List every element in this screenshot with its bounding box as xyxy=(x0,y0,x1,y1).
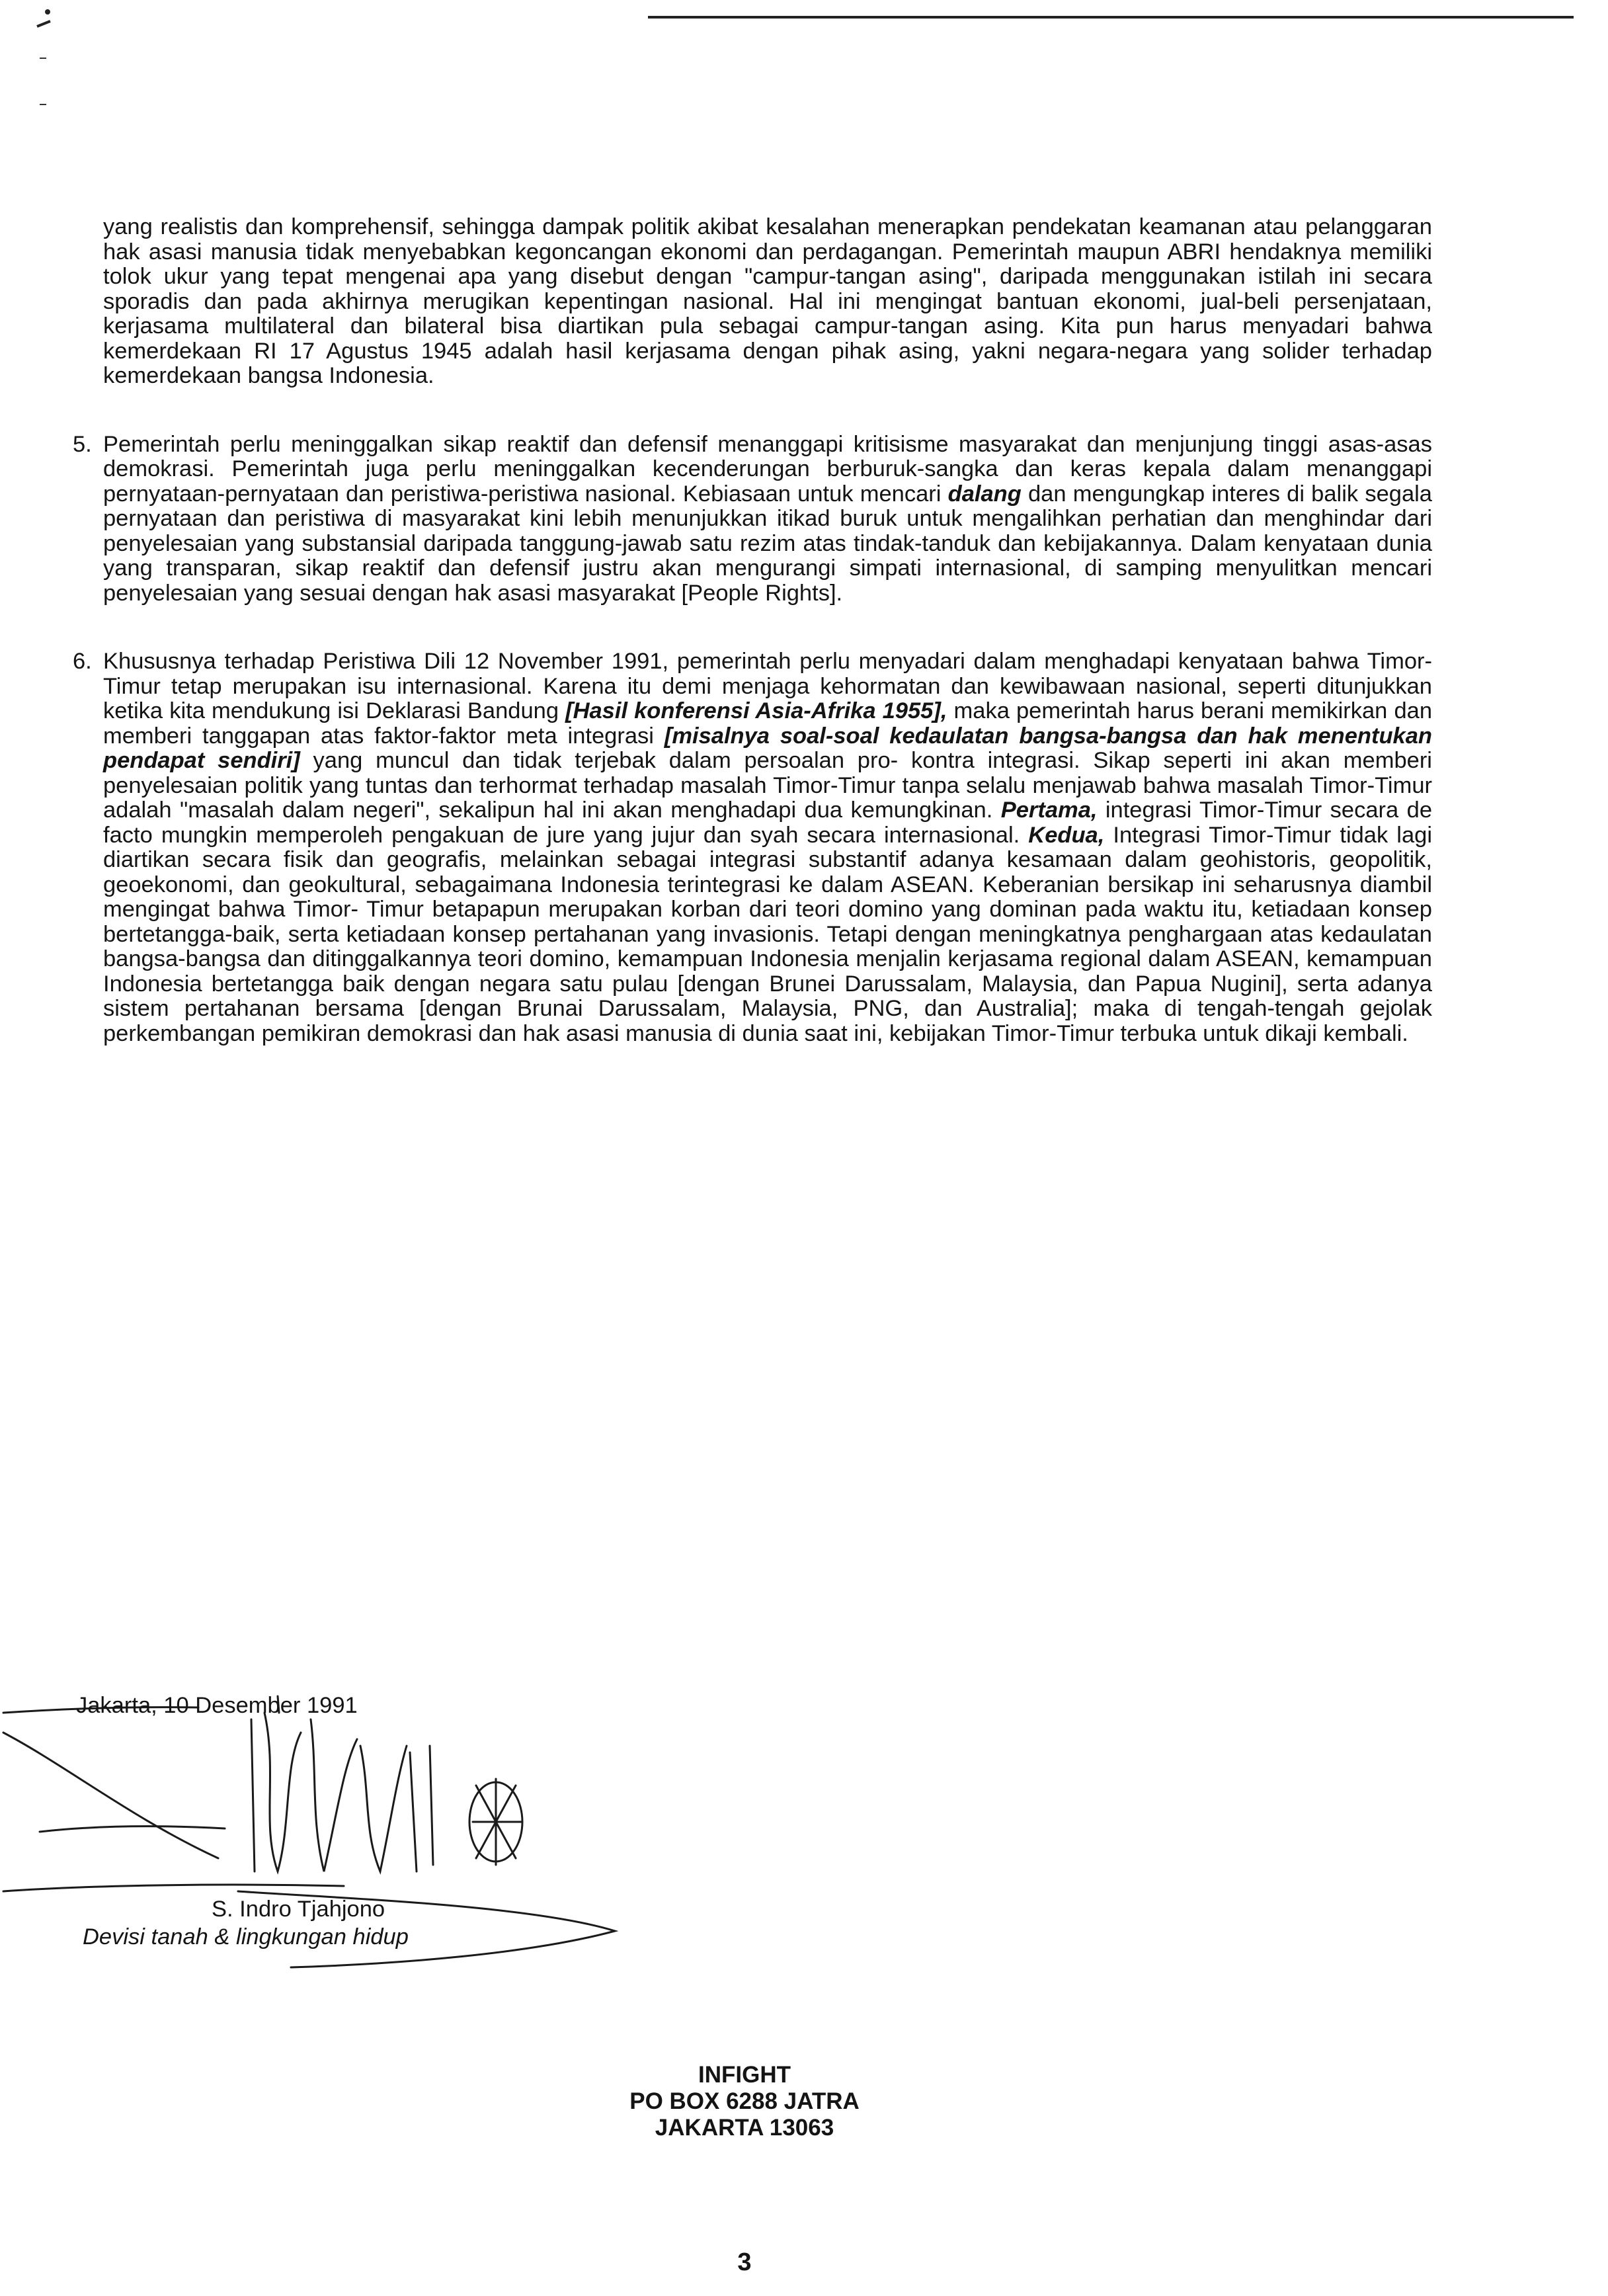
item-6-paragraph xyxy=(103,649,1432,1046)
signature-stroke xyxy=(360,1746,407,1871)
list-item-6 xyxy=(73,649,1433,1046)
intro-paragraph xyxy=(103,215,1432,389)
item-6-emphasis-kedaulatan: [misalnya soal-soal kedaulatan bangsa-bangsa dan hak menentukan pendapat sendiri] xyxy=(103,723,1432,773)
address-line-2: PO BOX 6288 JATRA xyxy=(629,2088,860,2114)
item-6-text-3: yang muncul dan tidak terjebak dalam persoalan pro- kontra integrasi. Sikap seperti ini akan memberi penyelesaian politik yang tuntas dan terhormat terhadap masalah Timor-Timur tanpa selalu menjawab bahwa masalah Timor-Timur adalah "masalah dalam negeri", sekalipun hal ini akan menghadapi dua kemungkinan. xyxy=(103,748,1432,823)
item-6-emphasis-kedua: Kedua, xyxy=(1028,822,1105,848)
item-5-emphasis-dalang: dalang xyxy=(947,481,1022,507)
corner-dot xyxy=(45,9,50,15)
signature-stroke xyxy=(410,1746,433,1871)
signature-stroke xyxy=(3,1733,218,1858)
signature-stroke xyxy=(3,1885,344,1891)
list-item-5 xyxy=(73,431,1432,606)
item-5-text-1: Pemerintah perlu meninggalkan sikap reaktif dan defensif menanggapi kritisisme masyarakat dan menjunjung tinggi asas-asas demokrasi. Pemerintah juga perlu meninggalkan kecenderungan berburuk-sangka dan keras kepala dalam menanggapi pernyataan-pernyataan dan peristiwa-peristiwa nasional. Kebiasaan untuk mencari xyxy=(103,431,1432,507)
corner-tick xyxy=(37,21,50,26)
item-number: 5. xyxy=(73,431,92,457)
top-rule xyxy=(648,16,1574,19)
signatory-role: Devisi tanah & lingkungan hidup xyxy=(83,1924,409,1949)
corner-marks xyxy=(33,7,60,112)
signature-stroke xyxy=(264,1713,301,1871)
intro-text: yang realistis dan komprehensif, sehingga dampak politik akibat kesalahan menerapkan pendekatan keamanan atau pelanggaran hak asasi manusia tidak menyebabkan kegoncangan ekonomi dan perdagangan. Pemerintah maupun ABRI hendaknya memiliki tolok ukur yang tepat mengenai apa yang disebut dengan "campur-tangan asing", daripada menggunakan istilah ini secara sporadis dan pada akhirnya merugikan kepentingan nasional. Hal ini mengingat bantuan ekonomi, jual-beli persenjataan, kerjasama multilateral dan bilateral bisa diartikan pula sebagai campur-tangan asing. Kita pun harus menyadari bahwa kemerdekaan RI 17 Agustus 1945 adalah hasil kerjasama dengan pihak asing, yakni negara-negara yang solider terhadap kemerdekaan bangsa Indonesia. xyxy=(103,214,1432,388)
signature-stroke xyxy=(473,1779,522,1865)
signatory-name: S. Indro Tjahjono xyxy=(212,1897,385,1922)
address-line-3: JAKARTA 13063 xyxy=(655,2115,834,2141)
signature-date: Jakarta, 10 Desember 1991 xyxy=(76,1693,358,1718)
address-line-1: INFIGHT xyxy=(698,2062,791,2088)
item-6-text-1: Khususnya terhadap Peristiwa Dili 12 November 1991, pemerintah perlu menyadari dalam menghadapi kenyataan bahwa Timor-Timur tetap merupakan isu internasional. Karena itu demi menjaga kehormatan dan kewibawaan nasional, seperti ditunjukkan ketika kita mendukung isi Deklarasi Bandung xyxy=(103,649,1432,723)
item-6-text-2: maka pemerintah harus berani memikirkan dan memberi tanggapan atas faktor-faktor meta integrasi xyxy=(103,698,1433,749)
mailing-address xyxy=(0,2062,1608,2141)
item-6-text-4: integrasi Timor-Timur secara de facto mungkin memperoleh pengakuan de jure yang jujur dan syah secara internasional. xyxy=(103,798,1433,848)
signature-stroke xyxy=(40,1826,225,1832)
item-5-paragraph xyxy=(103,432,1432,606)
item-6-emphasis-bandung: [Hasil konferensi Asia-Afrika 1955], xyxy=(565,698,947,723)
item-5-text-2: dan mengungkap interes di balik segala pernyataan dan peristiwa di masyarakat kini lebih menunjukkan itikad buruk untuk mengalihkan perhatian dan menghindar dari penyelesaian yang substansial daripada tanggung-jawab satu rezim atas tindak-tanduk dan kebijakannya. Dalam kenyataan dunia yang transparan, sikap reaktif dan defensif justru akan mengurangi simpati internasional, di samping menyulitkan mencari penyelesaian yang sesuai dengan hak asasi masyarakat [People Rights]. xyxy=(103,481,1432,606)
document-body xyxy=(73,214,1433,1090)
item-number: 6. xyxy=(73,649,92,674)
page-number xyxy=(0,2248,1608,2277)
item-6-emphasis-pertama: Pertama, xyxy=(1000,798,1098,823)
signature-stroke xyxy=(311,1719,357,1871)
page-number-value: 3 xyxy=(737,2248,752,2276)
signature-stroke xyxy=(251,1719,255,1871)
item-6-text-5: Integrasi Timor-Timur tidak lagi diartikan secara fisik dan geografis, melainkan sebagai integrasi substantif adanya kesamaan dalam geohistoris, geopolitik, geoekonomi, dan geokultural, sebagaimana Indonesia terintegrasi ke dalam ASEAN. Keberanian bersikap ini seharusnya diambil mengingat bahwa Timor- Timur betapapun merupakan korban dari teori domino yang dominan pada waktu itu, ketiadaan konsep bertetangga-baik, serta ketiadaan konsep pertahanan yang invasionis. Tetapi dengan meningkatnya penghargaan atas kedaulatan bangsa-bangsa dan ditinggalkannya teori domino, kemampuan Indonesia menjalin kerjasama regional dalam ASEAN, kemampuan Indonesia bertetangga baik dengan negara satu pulau [dengan Brunei Darussalam, Malaysia, dan Papua Nugini], serta adanya sistem pertahanan bersama [dengan Brunai Darussalam, Malaysia, PNG, dan Australia]; maka di tengah-tengah gejolak perkembangan pemikiran demokrasi dan hak asasi manusia di dunia saat ini, kebijakan Timor-Timur terbuka untuk dikaji kembali. xyxy=(103,822,1432,1046)
